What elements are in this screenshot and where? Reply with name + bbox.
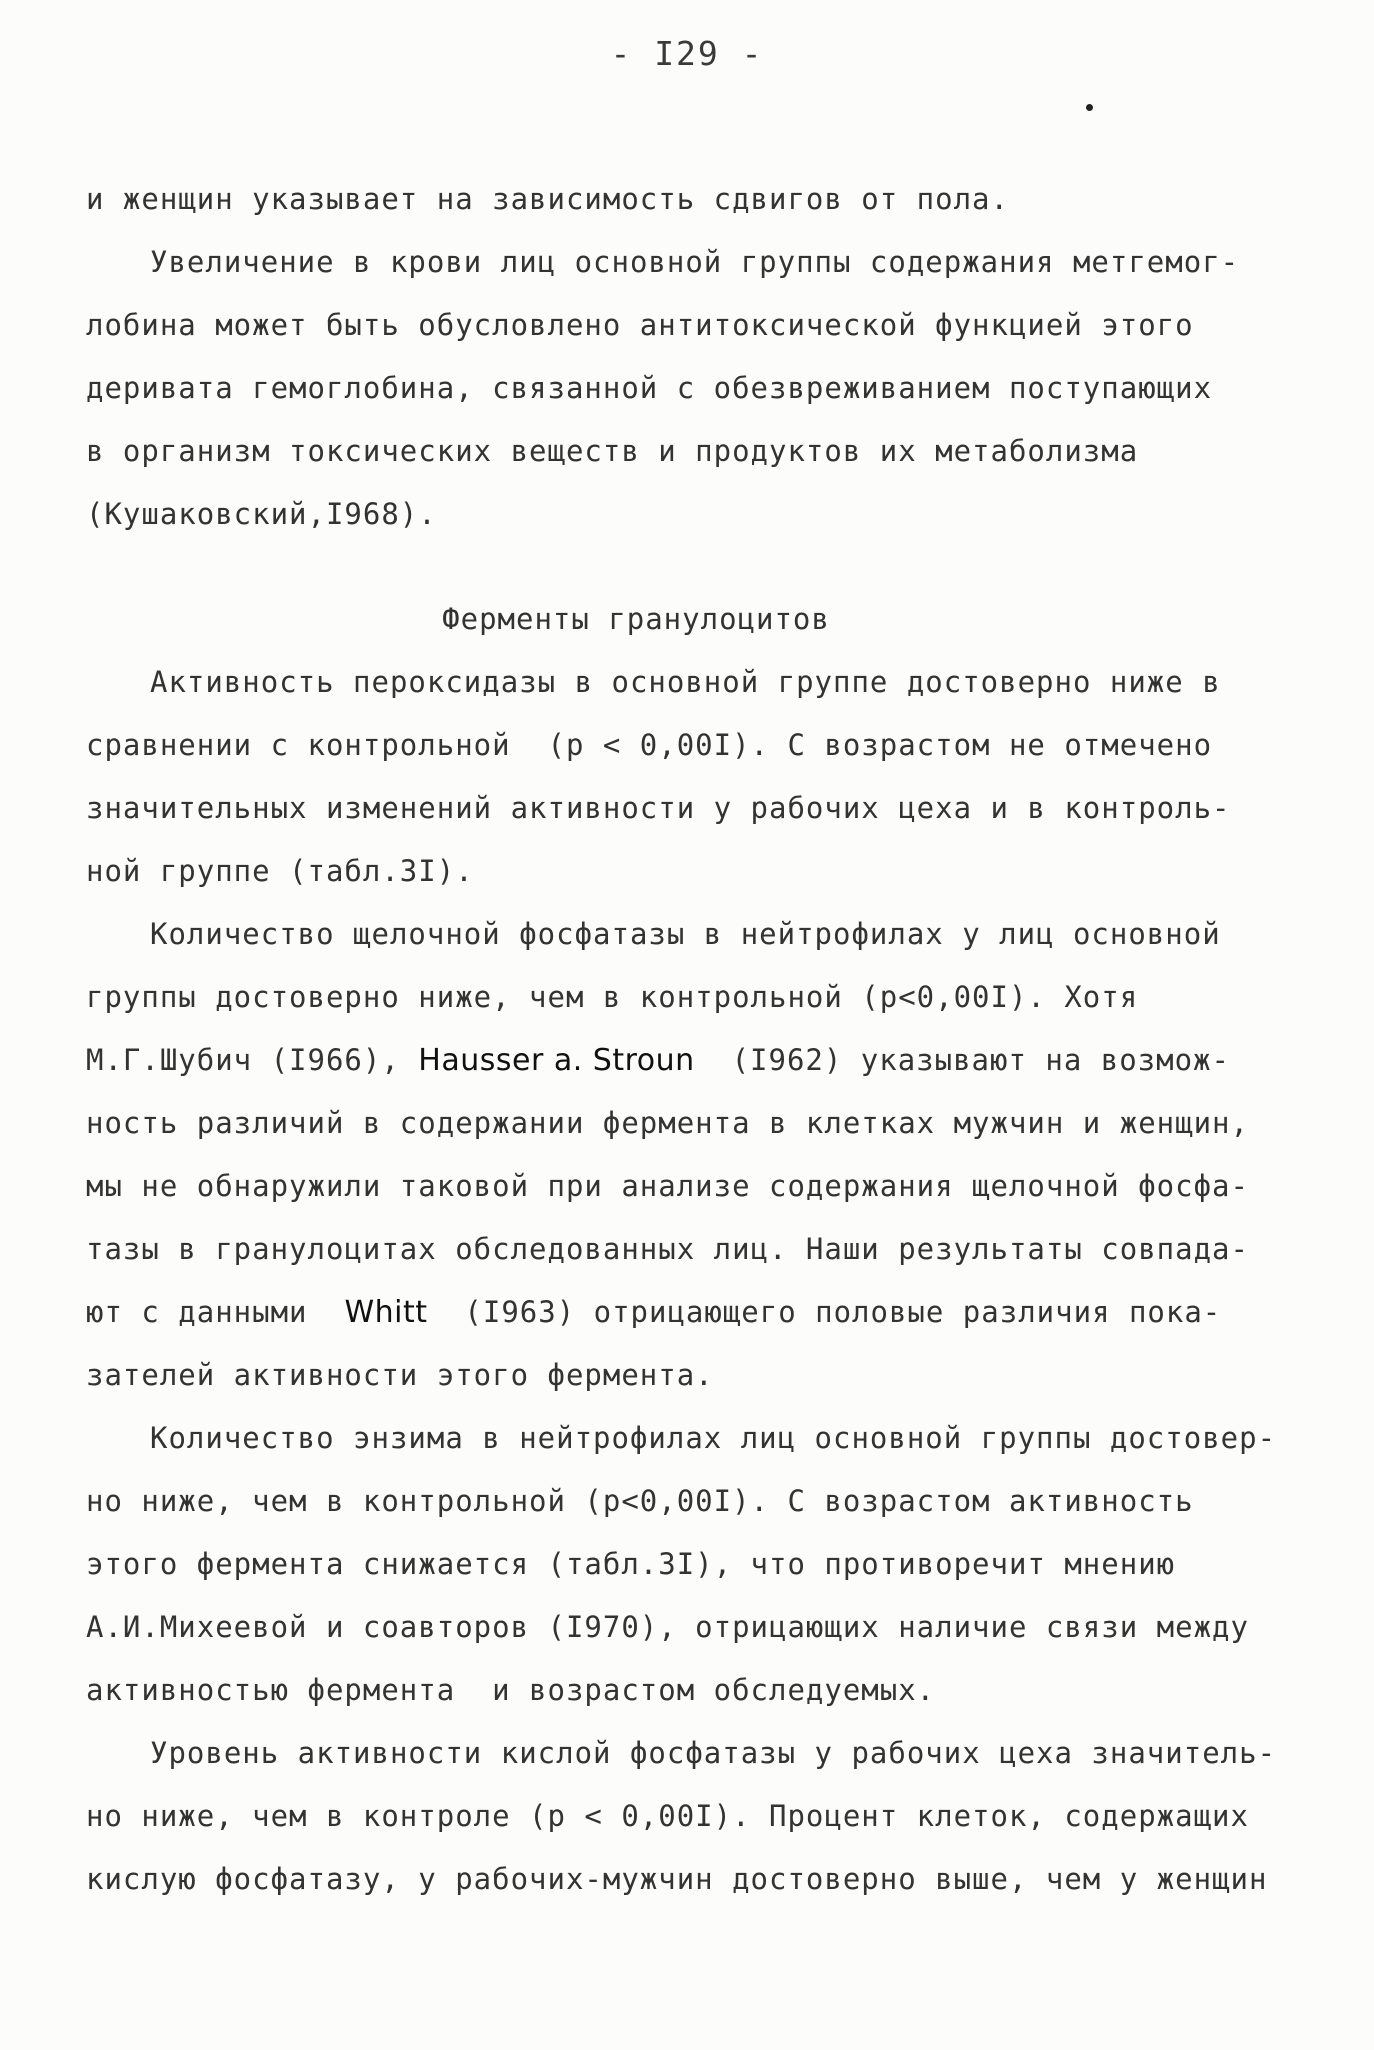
text-line: но ниже, чем в контроле (p < 0,00I). Процент клеток, содержащих — [86, 1799, 1249, 1833]
text-line: но ниже, чем в контрольной (p<0,00I). С возрастом активность — [86, 1484, 1194, 1518]
text-line: сравнении с контрольной (p < 0,00I). С возрастом не отмечено — [86, 728, 1213, 762]
text-line: ной группе (табл.3I). — [86, 854, 474, 888]
text-line: в организм токсических веществ и продуктов их метаболизма — [86, 434, 1139, 468]
handwritten-citation: Whitt — [344, 1295, 428, 1330]
page-number: - I29 - — [610, 34, 764, 73]
spacer — [86, 546, 1306, 588]
ink-speck — [1086, 104, 1093, 111]
text-line: ность различий в содержании фермента в клетках мужчин и женщин, — [86, 1106, 1249, 1140]
page-body — [86, 168, 1306, 1911]
text-line: кислую фосфатазу, у рабочих-мужчин достоверно выше, чем у женщин — [86, 1862, 1268, 1896]
text-line: значительных изменений активности у рабочих цеха и в контроль- — [86, 791, 1231, 825]
text-segment: (I963) отрицающего половые различия пока- — [427, 1295, 1222, 1329]
text-segment: (I962) указывают на возмож- — [694, 1043, 1230, 1077]
text-line: Уровень активности кислой фосфатазы у рабочих цеха значитель- — [150, 1736, 1277, 1770]
text-line — [86, 1029, 1306, 1092]
handwritten-citation: Hausser a. Stroun — [418, 1043, 695, 1078]
text-line: Количество щелочной фосфатазы в нейтрофилах у лиц основной — [150, 917, 1221, 951]
text-segment: ют с данными — [86, 1295, 345, 1329]
text-line: деривата гемоглобина, связанной с обезвреживанием поступающих — [86, 371, 1213, 405]
text-line: Количество энзима в нейтрофилах лиц основной группы достовер- — [150, 1421, 1277, 1455]
text-line: зателей активности этого фермента. — [86, 1358, 714, 1392]
text-segment: М.Г.Шубич (I966), — [86, 1043, 419, 1077]
text-line: тазы в гранулоцитах обследованных лиц. Наши результаты совпада- — [86, 1232, 1249, 1266]
text-line: и женщин указывает на зависимость сдвигов от пола. — [86, 182, 1009, 216]
text-line: Увеличение в крови лиц основной группы содержания метгемог- — [150, 245, 1240, 279]
section-heading: Ферменты гранулоцитов — [442, 602, 830, 636]
text-line: (Кушаковский,I968). — [86, 497, 437, 531]
text-line: этого фермента снижается (табл.3I), что противоречит мнению — [86, 1547, 1176, 1581]
text-line: активностью фермента и возрастом обследуемых. — [86, 1673, 936, 1707]
text-line — [86, 1281, 1306, 1344]
text-line: А.И.Михеевой и соавторов (I970), отрицающих наличие связи между — [86, 1610, 1249, 1644]
text-line: лобина может быть обусловлено антитоксической функцией этого — [86, 308, 1194, 342]
text-line: Активность пероксидазы в основной группе достоверно ниже в — [150, 665, 1221, 699]
text-line: мы не обнаружили таковой при анализе содержания щелочной фосфа- — [86, 1169, 1249, 1203]
text-line: группы достоверно ниже, чем в контрольной (p<0,00I). Хотя — [86, 980, 1139, 1014]
